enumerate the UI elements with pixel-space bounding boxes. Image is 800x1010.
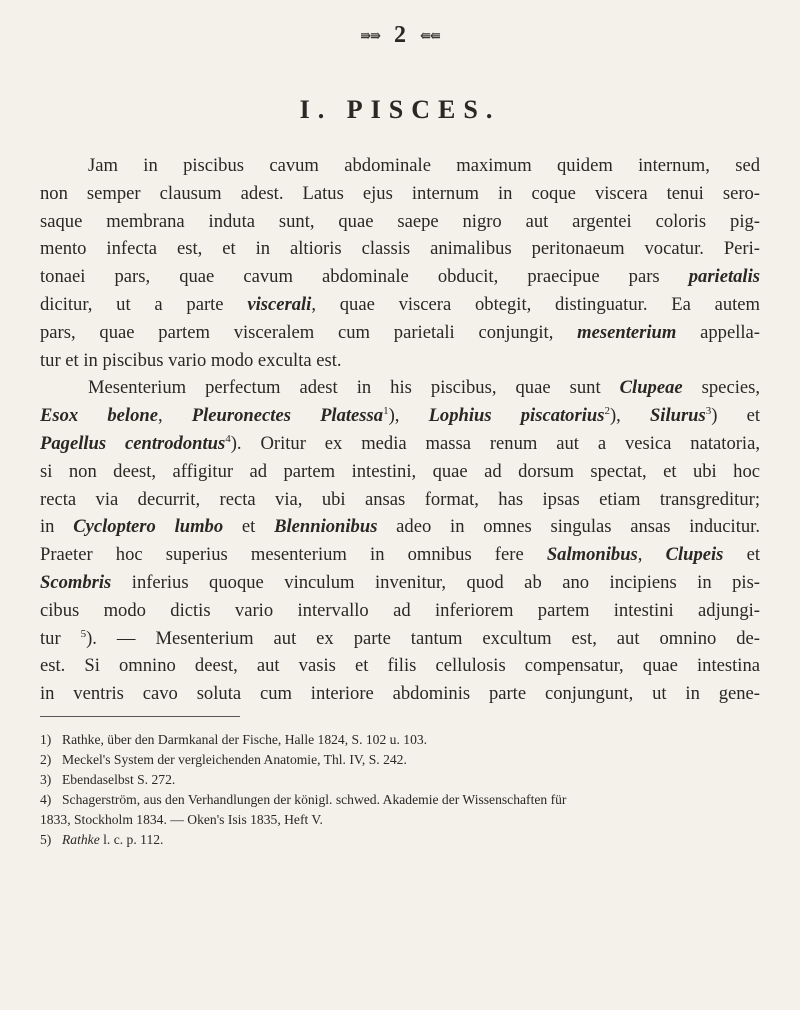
page-number: 2 — [394, 22, 406, 48]
paragraph-line: Esox belone, Pleuronectes Platessa$^1$), Lophius piscatorius$^2$), Silurus$^3$) et — [40, 404, 761, 427]
paragraph-line: tur $^5$). — Mesenterium aut ex parte tantum excultum est, aut omnino de- — [40, 627, 760, 649]
paragraph-line: Mesenterium perfectum adest in his piscibus, quae sunt Clupeae species, — [88, 377, 760, 399]
footnote-text: Schagerström, aus den Verhandlungen der königl. schwed. Akademie der Wissenschaften für — [62, 792, 567, 807]
emphasis-term: Cycloptero lumbo — [73, 516, 224, 538]
emphasis-term: Silurus — [649, 405, 706, 427]
paragraph-line: in Cycloptero lumbo et Blennionibus adeo in omnes singulas ansas inducitur. — [40, 516, 760, 538]
emphasis-term: Pleuronectes Platessa — [191, 405, 384, 427]
page-header — [0, 20, 800, 51]
footnote-ref: 4 — [225, 432, 231, 445]
ornament-right-icon: ⇚⇚ — [420, 28, 440, 44]
footnote-text: Ebendaselbst S. 272. — [62, 772, 176, 787]
footnote-number: 5) — [40, 832, 52, 847]
paragraph-line: cibus modo dictis vario intervallo ad inferiorem partem intestini adjungi- — [40, 599, 760, 621]
paragraph-line: si non deest, affigitur ad partem intestini, quae ad dorsum spectat, et ubi hoc — [40, 460, 760, 482]
footnote-divider — [40, 716, 240, 717]
footnote-ref: 5 — [80, 627, 87, 640]
author-name: Rathke — [62, 832, 100, 847]
footnote-number: 1) — [40, 732, 52, 747]
paragraph-line: mento infecta est, et in altioris classis animalibus peritonaeum vocatur. Peri- — [40, 238, 760, 260]
emphasis-term: Esox belone — [40, 405, 158, 427]
emphasis-term: Blennionibus — [274, 516, 378, 538]
paragraph-line: recta via decurrit, recta via, ubi ansas format, has ipsas etiam transgreditur; — [40, 488, 760, 510]
emphasis-term: viscerali — [247, 293, 312, 315]
footnote-continuation: 1833, Stockholm 1834. — Oken's Isis 1835, Heft V. — [40, 812, 323, 827]
footnote — [40, 790, 760, 810]
footnote-number: 3) — [40, 772, 52, 787]
paragraph-line: dicitur, ut a parte viscerali, quae viscera obtegit, distinguatur. Ea autem — [40, 293, 760, 315]
emphasis-term: mesenterium — [577, 321, 677, 343]
footnote-text: Rathke l. c. p. 112. — [62, 832, 164, 847]
ornament-left-icon: ⇛⇛ — [360, 28, 380, 44]
paragraph-line: Pagellus centrodontus$^4$). Oritur ex media massa renum aut a vesica natatoria, — [40, 432, 760, 454]
footnote-ref: 3 — [705, 404, 712, 417]
paragraph-line: tonaei pars, quae cavum abdominale obducit, praecipue pars parietalis — [40, 266, 760, 288]
footnote-ref: 2 — [604, 404, 610, 417]
footnotes — [40, 730, 760, 850]
paragraph-line: tur et in piscibus vario modo exculta est. — [40, 349, 342, 371]
emphasis-term: parietalis — [688, 266, 760, 288]
emphasis-term: Scombris — [40, 571, 112, 593]
footnote — [40, 830, 760, 850]
body-text — [40, 152, 760, 708]
footnote-text: Meckel's System der vergleichenden Anatomie, Thl. IV, S. 242. — [62, 752, 407, 767]
paragraph-line: Scombris inferius quoque vinculum invenitur, quod ab ano incipiens in pis- — [40, 571, 760, 593]
paragraph-line: in ventris cavo soluta cum interiore abdominis parte conjungunt, ut in gene- — [40, 683, 760, 705]
footnote — [40, 730, 760, 750]
footnote — [40, 750, 760, 770]
footnote — [40, 770, 760, 790]
emphasis-term: Pagellus centrodontus — [40, 432, 226, 454]
paragraph-line: Jam in piscibus cavum abdominale maximum quidem internum, sed — [88, 155, 760, 176]
paragraph-line: pars, quae partem visceralem cum parietali conjungit, mesenterium appella- — [40, 321, 760, 343]
paragraph-line: est. Si omnino deest, aut vasis et filis cellulosis compensatur, quae intestina — [40, 655, 760, 677]
emphasis-term: Lophius piscatorius — [428, 405, 605, 427]
emphasis-term: Clupeis — [665, 544, 724, 566]
footnote-ref: 1 — [383, 404, 389, 417]
emphasis-term: Salmonibus — [546, 544, 638, 566]
paragraph-line: saque membrana induta sunt, quae saepe nigro aut argentei coloris pig- — [40, 210, 760, 232]
section-title: I. PISCES. — [299, 95, 501, 124]
paragraph-line: Praeter hoc superius mesenterium in omnibus fere Salmonibus, Clupeis et — [40, 544, 760, 566]
footnote-number: 4) — [40, 792, 52, 807]
paragraph-line: non semper clausum adest. Latus ejus internum in coque viscera tenui sero- — [40, 182, 760, 204]
footnote-number: 2) — [40, 752, 52, 767]
emphasis-term: Clupeae — [619, 377, 683, 399]
footnote-text: Rathke, über den Darmkanal der Fische, Halle 1824, S. 102 u. 103. — [62, 732, 428, 747]
